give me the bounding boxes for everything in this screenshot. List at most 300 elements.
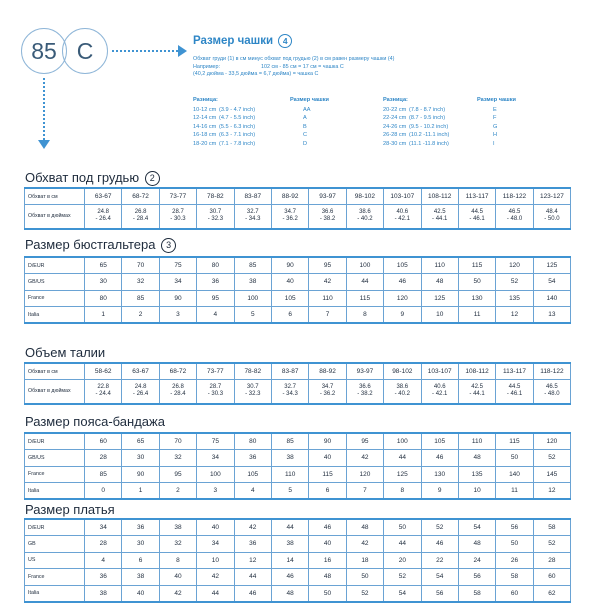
- table-row: [25, 466, 571, 483]
- table-cell: 44: [197, 585, 234, 602]
- diff-inch: (7.1 - 7.8 inch): [219, 140, 256, 147]
- table-cell: 85: [122, 290, 159, 307]
- cup-letter: I: [493, 140, 495, 147]
- table-cell: [346, 380, 383, 404]
- table-cell: 90: [122, 466, 159, 483]
- inch-from: 40.6: [433, 384, 446, 391]
- table-cell: 12: [533, 483, 570, 500]
- row-label: Italia: [25, 483, 85, 500]
- table-cell: 30: [122, 450, 159, 467]
- table-row: [25, 274, 571, 291]
- table-cell: 75: [197, 433, 234, 450]
- inch-to: - 24.4: [95, 391, 111, 398]
- table-cell: [234, 205, 271, 229]
- table-cell: 2: [122, 307, 159, 324]
- table-cell: 48: [346, 519, 383, 536]
- diff-inch: (3.9 - 4.7 inch): [219, 107, 256, 113]
- table-cell: [122, 205, 159, 229]
- cup-letter: AA: [303, 107, 311, 113]
- table-cell: 93-97: [309, 188, 346, 205]
- table-cell: 105: [421, 433, 458, 450]
- table-cell: 78-82: [234, 363, 271, 380]
- table-cell: 100: [234, 290, 271, 307]
- table-cell: 12: [234, 552, 271, 569]
- table-cell: 80: [85, 290, 122, 307]
- table-cell: 50: [384, 519, 421, 536]
- table-cell: 14: [271, 552, 308, 569]
- diff-inch: (4.7 - 5.5 inch): [219, 115, 256, 122]
- table-cell: 120: [346, 466, 383, 483]
- table-cell: 38: [159, 519, 196, 536]
- cup-header-right: Размер чашки: [477, 97, 516, 103]
- girdle-size-title: [25, 414, 165, 429]
- table-cell: 60: [533, 569, 570, 586]
- table-cell: 40: [122, 585, 159, 602]
- table-cell: [458, 380, 495, 404]
- arrow-down-icon: [38, 140, 50, 149]
- diff-inch: (7.8 - 8.7 inch): [409, 107, 446, 113]
- table-cell: 9: [384, 307, 421, 324]
- table-cell: 108-112: [458, 363, 495, 380]
- table-cell: [309, 205, 346, 229]
- table-cell: [85, 205, 122, 229]
- table-cell: 6: [271, 307, 308, 324]
- table-row: [25, 450, 571, 467]
- diff-header-right: Разница:: [383, 97, 408, 103]
- table-cell: 95: [159, 466, 196, 483]
- table-cell: 46: [234, 585, 271, 602]
- table-cell: 44: [384, 450, 421, 467]
- table-cell: 34: [197, 536, 234, 553]
- cup-size-title: [193, 34, 292, 48]
- arrow-right-icon: [178, 45, 187, 57]
- table-cell: [122, 380, 159, 404]
- table-cell: 8: [346, 307, 383, 324]
- table-cell: 48: [458, 450, 495, 467]
- table-cell: 28: [85, 450, 122, 467]
- table-cell: 62: [533, 585, 570, 602]
- table-cell: 90: [309, 433, 346, 450]
- row-label: US: [25, 552, 85, 569]
- table-cell: 85: [85, 466, 122, 483]
- table-cell: [384, 205, 421, 229]
- table-cell: 98-102: [346, 188, 383, 205]
- table-cell: 118-122: [533, 363, 570, 380]
- table-cell: 10: [197, 552, 234, 569]
- inch-to: - 30.3: [170, 216, 186, 223]
- table-cell: [496, 205, 533, 229]
- table-cell: 65: [85, 257, 122, 274]
- table-cell: 12: [496, 307, 533, 324]
- table-row: [25, 483, 571, 500]
- inch-from: 36.6: [321, 209, 334, 216]
- table-cell: 145: [533, 466, 570, 483]
- table-cell: [159, 380, 196, 404]
- inch-to: - 46.1: [469, 216, 485, 223]
- table-cell: 46: [309, 519, 346, 536]
- band-size-circle: [21, 28, 67, 74]
- row-label: Обхват в дюймах: [25, 205, 85, 229]
- table-cell: 120: [496, 257, 533, 274]
- table-cell: 110: [271, 466, 308, 483]
- table-cell: [271, 380, 308, 404]
- table-row: [25, 552, 571, 569]
- inch-to: - 42.1: [432, 391, 448, 398]
- table-cell: [197, 380, 234, 404]
- row-label: D/EUR: [25, 433, 85, 450]
- table-cell: 42: [159, 585, 196, 602]
- cup-header-left: Размер чашки: [290, 97, 329, 103]
- girdle-size-table: [24, 432, 571, 500]
- table-cell: 80: [234, 433, 271, 450]
- table-row-inch: [25, 205, 571, 229]
- table-cell: 8: [159, 552, 196, 569]
- dress-size-title: [25, 502, 115, 517]
- table-cell: 50: [496, 450, 533, 467]
- table-cell: 140: [533, 290, 570, 307]
- table-cell: 75: [159, 257, 196, 274]
- table-cell: 36: [234, 536, 271, 553]
- diff-inch: (8.7 - 9.5 inch): [409, 115, 446, 122]
- table-cell: 34: [159, 274, 196, 291]
- table-cell: [234, 380, 271, 404]
- table-cell: 135: [458, 466, 495, 483]
- table-cell: 11: [496, 483, 533, 500]
- table-cell: [496, 380, 533, 404]
- table-cell: 50: [346, 569, 383, 586]
- table-cell: 40: [159, 569, 196, 586]
- cup-letter: G: [493, 123, 498, 130]
- inch-to: - 48.0: [506, 216, 523, 223]
- cup-letter: F: [493, 115, 497, 122]
- table-cell: 36: [197, 274, 234, 291]
- table-cell: 108-112: [421, 188, 458, 205]
- table-cell: 20: [384, 552, 421, 569]
- table-cell: 28: [533, 552, 570, 569]
- table-cell: 105: [234, 466, 271, 483]
- table-cell: 110: [458, 433, 495, 450]
- row-label: Italia: [25, 585, 85, 602]
- table-cell: 2: [159, 483, 196, 500]
- table-cell: 7: [346, 483, 383, 500]
- table-cell: 4: [197, 307, 234, 324]
- table-cell: 125: [533, 257, 570, 274]
- table-cell: 115: [346, 290, 383, 307]
- table-cell: 28: [85, 536, 122, 553]
- diff-cm: 20-22 cm: [383, 107, 407, 113]
- underbust-title: [25, 170, 160, 186]
- table-cell: 34: [85, 519, 122, 536]
- table-cell: [271, 205, 308, 229]
- diff-inch: (10.2 -11.1 inch): [409, 132, 450, 139]
- table-cell: 24: [458, 552, 495, 569]
- table-cell: 48: [458, 536, 495, 553]
- table-cell: 30: [85, 274, 122, 291]
- table-cell: 40: [309, 536, 346, 553]
- row-label: France: [25, 290, 85, 307]
- table-cell: 73-77: [159, 188, 196, 205]
- table-cell: 42: [346, 536, 383, 553]
- table-cell: 5: [234, 307, 271, 324]
- table-cell: 46: [421, 536, 458, 553]
- dotted-connector-horizontal: [112, 50, 178, 52]
- inch-to: - 28.4: [170, 391, 186, 398]
- cup-diff-list-left: [193, 106, 310, 148]
- table-cell: 38: [85, 585, 122, 602]
- inch-from: 22.8: [97, 384, 110, 391]
- table-cell: [309, 380, 346, 404]
- table-cell: 98-102: [384, 363, 421, 380]
- inch-to: - 44.1: [432, 216, 448, 223]
- table-cell: [533, 205, 570, 229]
- inch-to: - 30.3: [207, 391, 224, 398]
- underbust-number-badge: 2: [145, 171, 160, 186]
- table-cell: 3: [197, 483, 234, 500]
- cup-desc-line: Обхват груди (1) в см минус обхват под грудью (2) в см равен размеру чашки (4): [193, 56, 395, 62]
- row-label: D/EUR: [25, 519, 85, 536]
- inch-from: 38.6: [396, 384, 409, 391]
- cup-letter: A: [303, 115, 307, 122]
- table-cell: 7: [309, 307, 346, 324]
- table-cell: 88-92: [309, 363, 346, 380]
- diff-inch: (9.5 - 10.2 inch): [409, 123, 449, 130]
- inch-to: - 34.3: [282, 391, 298, 398]
- table-cell: 50: [496, 536, 533, 553]
- table-cell: 52: [384, 569, 421, 586]
- waist-title-text: Объем талии: [25, 345, 106, 360]
- table-cell: 18: [346, 552, 383, 569]
- waist-table: [24, 362, 571, 405]
- table-cell: 80: [197, 257, 234, 274]
- bra-size-title-text: Размер бюстгальтера: [25, 237, 156, 252]
- table-cell: 54: [458, 519, 495, 536]
- table-cell: 78-82: [197, 188, 234, 205]
- table-cell: 52: [533, 450, 570, 467]
- table-cell: 120: [384, 290, 421, 307]
- list-item: [193, 140, 310, 148]
- inch-from: 40.6: [396, 209, 409, 216]
- inch-from: 30.7: [209, 209, 222, 216]
- diff-cm: 10-12 cm: [193, 107, 217, 113]
- girdle-size-title-text: Размер пояса-бандажа: [25, 414, 165, 429]
- table-cell: 40: [309, 450, 346, 467]
- inch-to: - 36.2: [319, 391, 336, 398]
- table-cell: 140: [496, 466, 533, 483]
- row-label: Обхват в см: [25, 363, 85, 380]
- inch-to: - 26.4: [95, 216, 111, 223]
- cup-size-circle: [62, 28, 108, 74]
- inch-to: - 32.3: [207, 216, 224, 223]
- table-cell: 10: [421, 307, 458, 324]
- table-cell: 13: [533, 307, 570, 324]
- table-cell: 42: [309, 274, 346, 291]
- table-cell: 60: [496, 585, 533, 602]
- table-cell: 90: [271, 257, 308, 274]
- list-item: [193, 131, 310, 139]
- table-row: [25, 536, 571, 553]
- table-cell: 85: [271, 433, 308, 450]
- table-cell: 113-117: [458, 188, 495, 205]
- table-cell: 56: [458, 569, 495, 586]
- table-cell: 103-107: [384, 188, 421, 205]
- inch-to: - 48.0: [544, 391, 560, 398]
- table-cell: 54: [384, 585, 421, 602]
- inch-from: 44.5: [508, 384, 521, 391]
- table-cell: 48: [271, 585, 308, 602]
- table-cell: 95: [346, 433, 383, 450]
- table-row-cm: [25, 188, 571, 205]
- table-cell: 93-97: [346, 363, 383, 380]
- cup-letter: D: [303, 140, 308, 147]
- row-label: Обхват в см: [25, 188, 85, 205]
- inch-from: 24.8: [97, 209, 110, 216]
- inch-to: - 26.4: [132, 391, 149, 398]
- example-line-1: 102 см - 85 см = 17 см = чашка C: [261, 63, 344, 70]
- table-cell: 105: [271, 290, 308, 307]
- inch-to: - 50.0: [544, 216, 560, 223]
- table-cell: 63-67: [122, 363, 159, 380]
- inch-from: 42.5: [471, 384, 483, 391]
- example-label: Например:: [193, 63, 221, 70]
- table-cell: 32: [159, 450, 196, 467]
- dress-size-table: [24, 518, 571, 603]
- example-line-2: (40,2 дюйма - 33,5 дюйма = 6,7 дюйма) = чашка C: [193, 71, 319, 78]
- table-cell: 8: [384, 483, 421, 500]
- row-label: France: [25, 569, 85, 586]
- inch-from: 32.7: [246, 209, 259, 216]
- cup-size-title-text: Размер чашки: [193, 35, 274, 48]
- cup-letter: E: [493, 107, 497, 113]
- diff-cm: 12-14 cm: [193, 115, 217, 122]
- table-cell: 38: [271, 536, 308, 553]
- inch-from: 34.7: [321, 384, 334, 391]
- diff-cm: 14-16 cm: [193, 123, 217, 130]
- cup-size-description: [193, 56, 394, 79]
- dotted-connector-vertical: [43, 78, 45, 140]
- table-cell: [421, 205, 458, 229]
- inch-to: - 42.1: [394, 216, 410, 223]
- inch-to: - 44.1: [469, 391, 485, 398]
- table-cell: 120: [533, 433, 570, 450]
- inch-from: 28.7: [172, 209, 184, 216]
- table-cell: 4: [234, 483, 271, 500]
- table-cell: 50: [309, 585, 346, 602]
- table-cell: 1: [122, 483, 159, 500]
- inch-to: - 46.1: [506, 391, 523, 398]
- table-cell: 38: [122, 569, 159, 586]
- band-size-value: 85: [31, 37, 57, 64]
- inch-from: 42.5: [433, 209, 446, 216]
- inch-from: 30.7: [246, 384, 259, 391]
- table-cell: 3: [159, 307, 196, 324]
- table-cell: [533, 380, 570, 404]
- row-label: France: [25, 466, 85, 483]
- inch-from: 34.7: [284, 209, 296, 216]
- table-cell: 83-87: [271, 363, 308, 380]
- inch-to: - 38.2: [357, 391, 373, 398]
- inch-from: 26.8: [134, 209, 147, 216]
- table-cell: 36: [85, 569, 122, 586]
- table-cell: 54: [533, 274, 570, 291]
- table-cell: 42: [197, 569, 234, 586]
- table-row: [25, 433, 571, 450]
- table-cell: 135: [496, 290, 533, 307]
- cup-diff-list-right: [383, 106, 497, 148]
- table-cell: 58: [496, 569, 533, 586]
- table-cell: 48: [421, 274, 458, 291]
- table-cell: 44: [271, 519, 308, 536]
- table-cell: 46: [421, 450, 458, 467]
- list-item: [383, 123, 497, 131]
- inch-from: 46.5: [508, 209, 521, 216]
- table-row: [25, 290, 571, 307]
- list-item: [383, 114, 497, 122]
- inch-from: 48.4: [546, 209, 558, 216]
- table-cell: 130: [458, 290, 495, 307]
- inch-to: - 36.2: [282, 216, 298, 223]
- diff-inch: (6.3 - 7.1 inch): [219, 132, 256, 139]
- table-cell: 95: [309, 257, 346, 274]
- inch-to: - 40.2: [357, 216, 373, 223]
- inch-from: 36.6: [359, 384, 371, 391]
- diff-header-left: Разница:: [193, 97, 218, 103]
- table-cell: 32: [159, 536, 196, 553]
- cup-letter: H: [493, 132, 498, 139]
- table-cell: 115: [496, 433, 533, 450]
- table-cell: [458, 205, 495, 229]
- table-cell: 50: [458, 274, 495, 291]
- table-cell: [159, 205, 196, 229]
- table-row-cm: [25, 363, 571, 380]
- table-cell: 83-87: [234, 188, 271, 205]
- cup-size-letter: C: [76, 37, 94, 64]
- table-row: [25, 585, 571, 602]
- underbust-table: [24, 187, 571, 230]
- list-item: [193, 114, 310, 122]
- table-cell: 4: [85, 552, 122, 569]
- table-cell: 6: [122, 552, 159, 569]
- inch-from: 28.7: [209, 384, 222, 391]
- inch-from: 44.5: [471, 209, 483, 216]
- table-cell: 58: [533, 519, 570, 536]
- diff-cm: 26-28 cm: [383, 132, 407, 139]
- table-cell: 52: [496, 274, 533, 291]
- table-cell: 32: [122, 274, 159, 291]
- table-cell: 110: [309, 290, 346, 307]
- table-row: [25, 519, 571, 536]
- table-cell: 63-67: [85, 188, 122, 205]
- table-row: [25, 257, 571, 274]
- table-cell: 118-122: [496, 188, 533, 205]
- table-cell: 40: [197, 519, 234, 536]
- table-cell: 58-62: [85, 363, 122, 380]
- table-cell: 38: [271, 450, 308, 467]
- table-cell: [421, 380, 458, 404]
- diff-cm: 24-26 cm: [383, 123, 407, 130]
- diff-cm: 22-24 cm: [383, 115, 407, 122]
- list-item: [383, 140, 497, 148]
- table-cell: 125: [421, 290, 458, 307]
- table-cell: 22: [421, 552, 458, 569]
- diff-inch: (11.1 -11.8 inch): [409, 140, 449, 147]
- row-label: GB: [25, 536, 85, 553]
- table-cell: 100: [384, 433, 421, 450]
- table-cell: [85, 380, 122, 404]
- table-cell: 44: [234, 569, 271, 586]
- table-cell: 100: [346, 257, 383, 274]
- inch-to: - 38.2: [319, 216, 336, 223]
- row-label: Italia: [25, 307, 85, 324]
